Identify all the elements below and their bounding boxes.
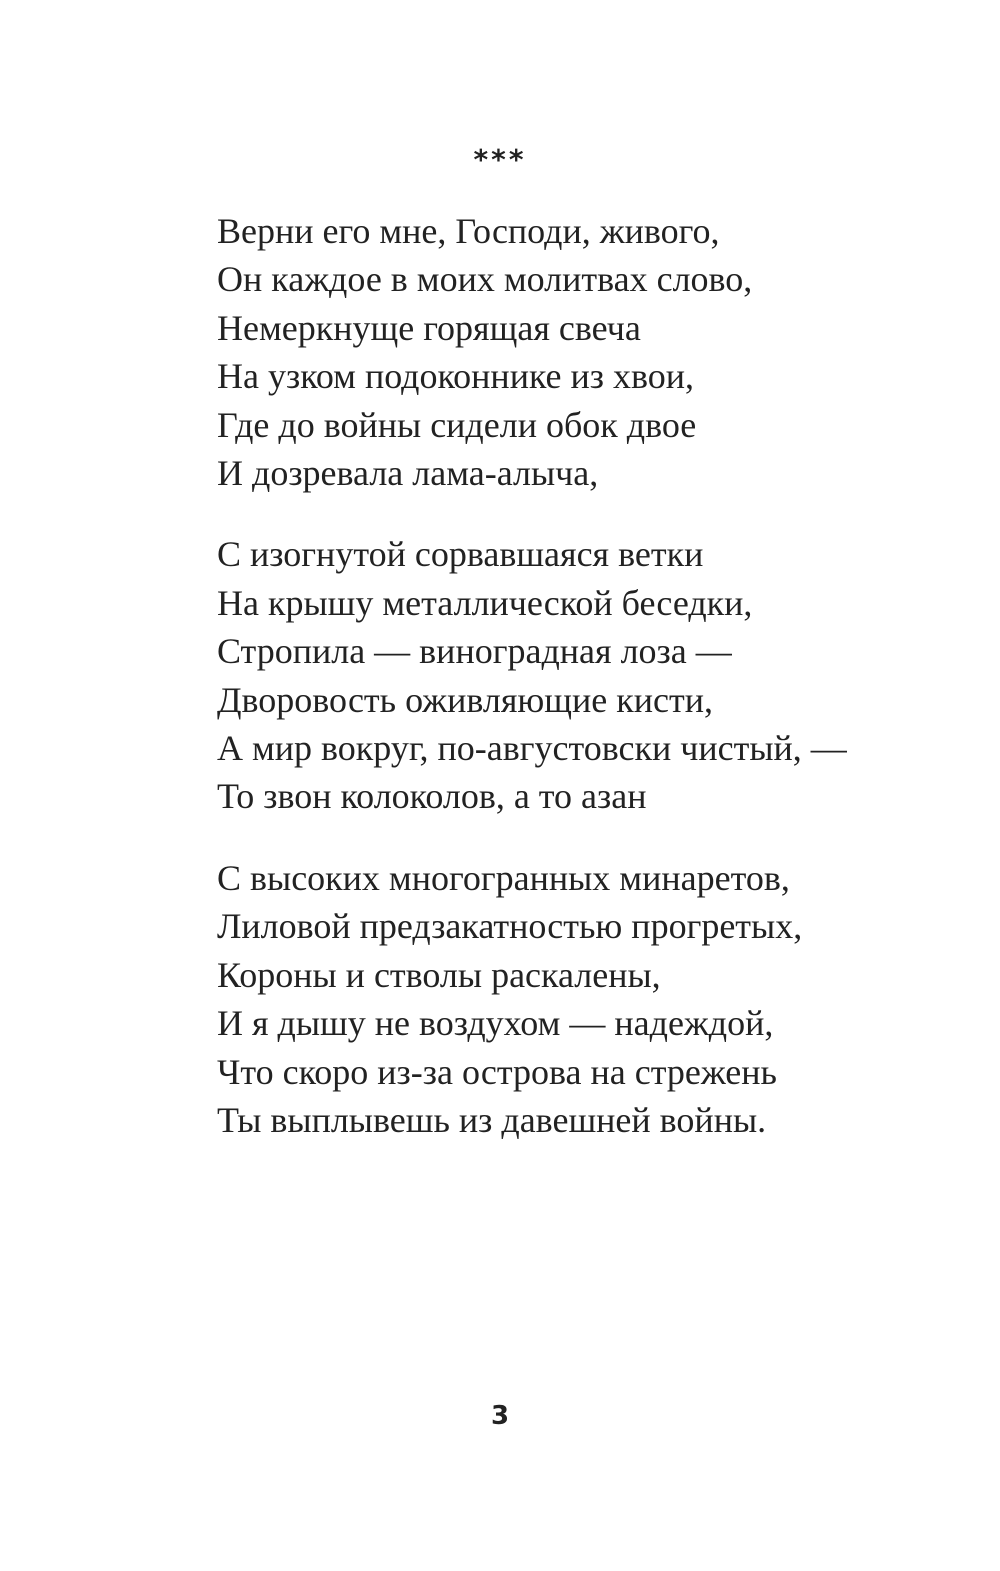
poem-line: Ты выплывешь из давешней войны. [217, 1099, 767, 1140]
poem-line: Он каждое в моих молитвах слово, [217, 259, 753, 300]
poem-line: Где до войны сидели обок двое [217, 404, 697, 445]
page-number: 3 [490, 1401, 510, 1431]
poem-line: С высоких многогранных минаретов, [217, 857, 790, 898]
poem-line: На узком подоконнике из хвои, [217, 356, 695, 397]
stanza [217, 207, 917, 497]
poem-line: Стропила — виноградная лоза — [217, 631, 732, 672]
poem-separator: *** [473, 143, 527, 176]
poem-line: Верни его мне, Господи, живого, [217, 211, 720, 251]
poem-line: То звон колоколов, а то азан [217, 776, 647, 817]
poem-line: Немеркнуще горящая свеча [217, 307, 641, 348]
poem [217, 207, 917, 1177]
poem-line: С изогнутой сорвавшаяся ветки [217, 534, 704, 575]
poem-line: Дворовость оживляющие кисти, [217, 679, 713, 720]
poem-line: Лиловой предзакатностью прогретых, [217, 906, 803, 947]
poem-line: И дозревала лама-алыча, [217, 453, 599, 494]
stanza [217, 530, 917, 820]
poem-line: Что скоро из-за острова на стрежень [217, 1051, 777, 1092]
poem-line: Короны и стволы раскалены, [217, 954, 661, 995]
poem-line: И я дышу не воздухом — надеждой, [217, 1003, 774, 1044]
poem-line: На крышу металлической беседки, [217, 582, 753, 623]
stanza [217, 854, 917, 1144]
poem-line: А мир вокруг, по-августовски чистый, — [217, 728, 847, 769]
